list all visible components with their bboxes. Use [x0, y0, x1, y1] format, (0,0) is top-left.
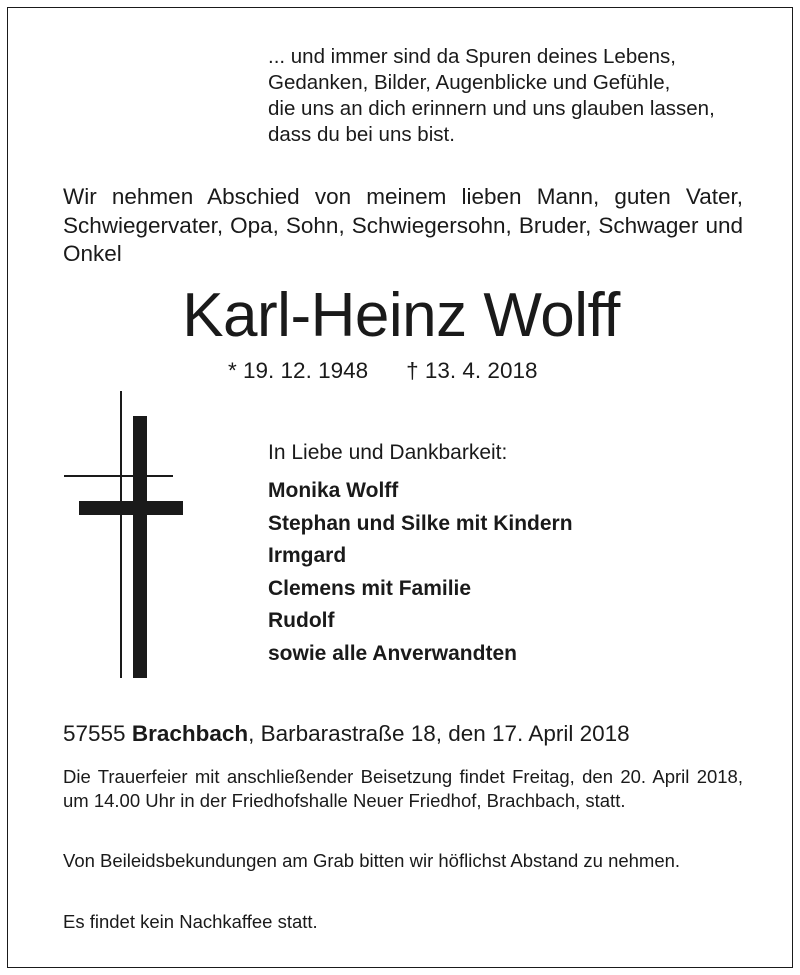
life-dates	[228, 357, 538, 385]
poem-line: Gedanken, Bilder, Augenblicke und Gefühle,	[268, 71, 671, 94]
postal-code: 57555	[63, 721, 126, 746]
obituary-frame	[7, 7, 793, 968]
cross-thick-horizontal	[79, 501, 183, 515]
mourner-name: sowie alle Anverwandten	[268, 641, 517, 665]
birth-date: * 19. 12. 1948	[228, 358, 369, 383]
mourner-name: Irmgard	[268, 544, 347, 567]
poem-line: dass du bei uns bist.	[268, 123, 455, 146]
farewell-intro: Wir nehmen Abschied von meinem lieben Mann, guten Vater, Schwiegervater, Opa, Sohn, Schwiegersohn, Bruder, Schwager und Onkel	[63, 184, 743, 266]
mourners	[268, 431, 748, 670]
death-date: † 13. 4. 2018	[406, 358, 538, 383]
mourners-label: In Liebe und Dankbarkeit:	[268, 441, 508, 464]
condolence-notice: Von Beileidsbekundungen am Grab bitten wir höflichst Abstand zu nehmen.	[63, 850, 681, 871]
mourner-name: Clemens mit Familie	[268, 576, 472, 600]
reception-notice: Es findet kein Nachkaffee statt.	[63, 911, 318, 932]
mourner-name: Rudolf	[268, 609, 335, 632]
address-line	[63, 720, 630, 748]
poem-line: die uns an dich erinnern und uns glauben lassen,	[268, 97, 715, 120]
mourner-name: Stephan und Silke mit Kindern	[268, 511, 573, 535]
cross-thick-vertical	[133, 416, 147, 678]
poem-line: ... und immer sind da Spuren deines Lebens,	[268, 45, 676, 68]
deceased-name: Karl-Heinz Wolff	[182, 281, 620, 350]
funeral-notice: Die Trauerfeier mit anschließender Beisetzung findet Freitag, den 20. April 2018, um 14.00 Uhr in der Friedhofshalle Neuer Friedhof, Brachbach, statt.	[63, 766, 743, 811]
cross-thin-horizontal	[64, 475, 173, 477]
address-rest: , Barbarastraße 18, den 17. April 2018	[248, 721, 630, 746]
cross-thin-vertical	[120, 391, 122, 678]
mourner-name: Monika Wolff	[268, 479, 399, 502]
poem	[268, 44, 768, 148]
town-name: Brachbach	[131, 721, 249, 746]
